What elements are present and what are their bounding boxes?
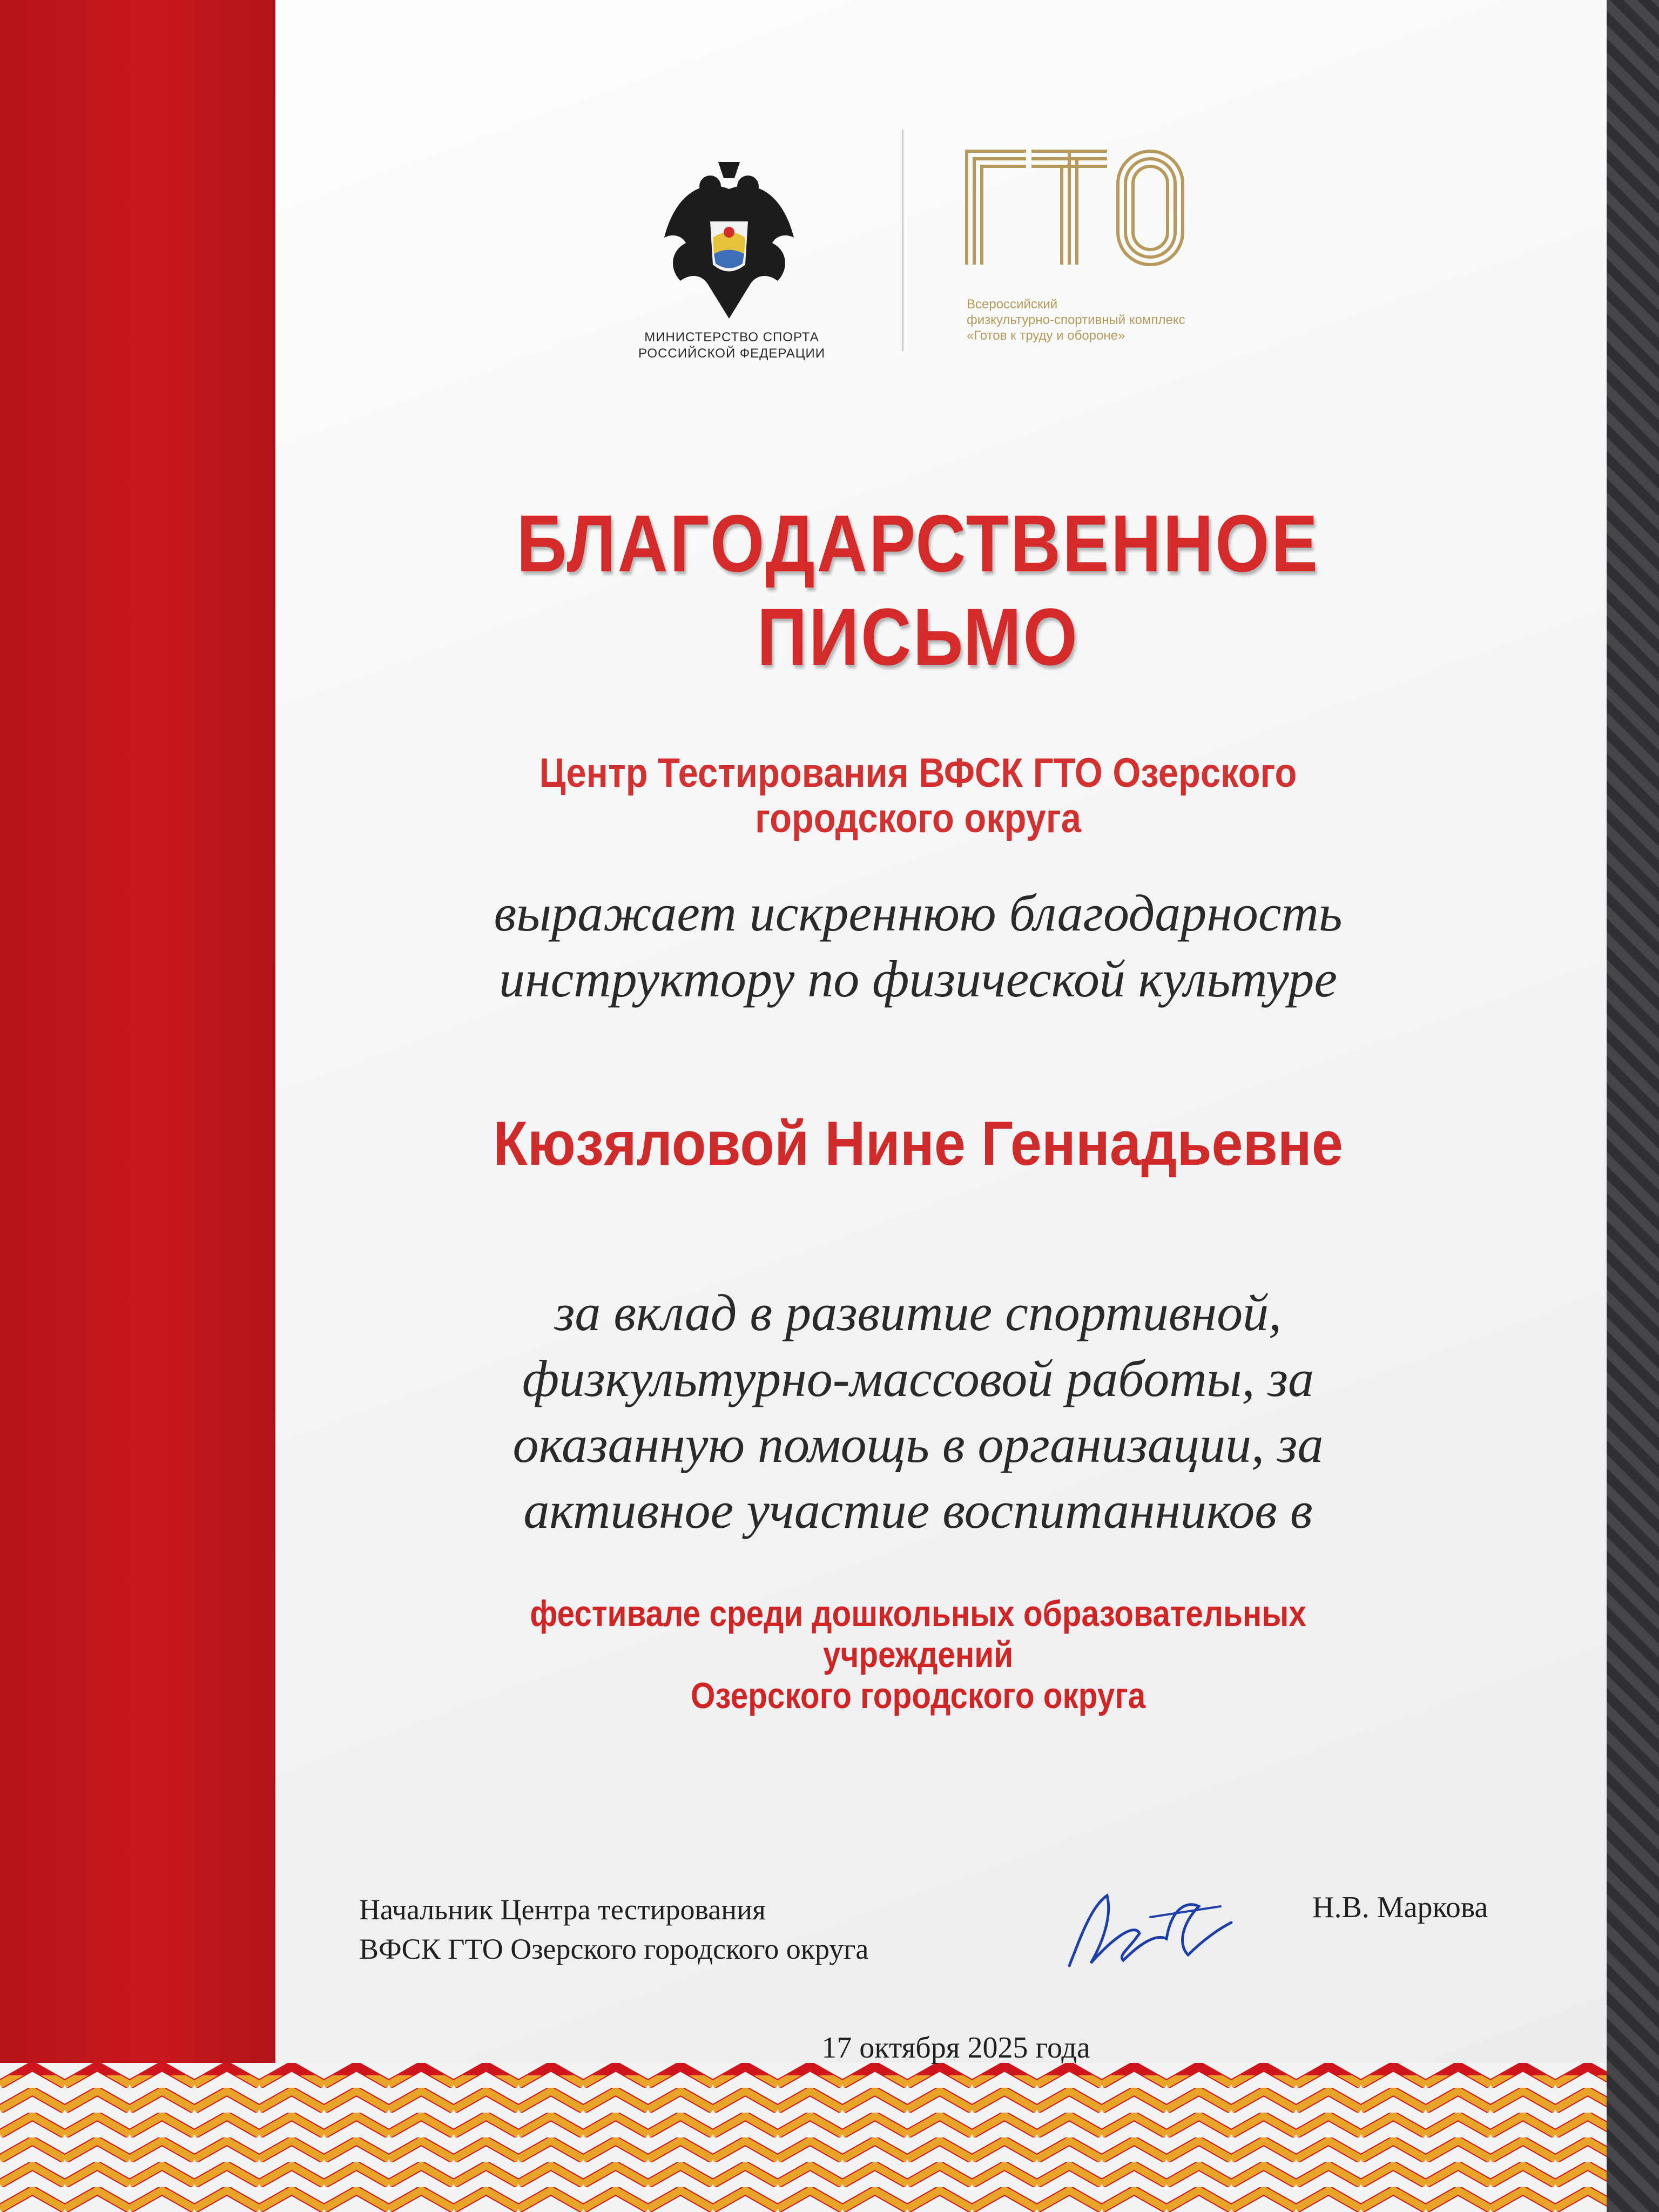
organization-line-2: городского округа bbox=[755, 795, 1081, 841]
letter-title: БЛАГОДАРСТВЕННОЕ ПИСЬМО bbox=[516, 498, 1320, 682]
reason-line-4: активное участие воспитанников в bbox=[523, 1481, 1313, 1539]
reason-text bbox=[324, 1280, 1512, 1543]
reason-line-3: оказанную помощь в организации, за bbox=[512, 1415, 1324, 1473]
gratitude-line-1: выражает искреннюю благодарность bbox=[494, 884, 1343, 942]
reason-line-1: за вклад в развитие спортивной, bbox=[554, 1284, 1282, 1341]
double-headed-eagle-emblem-icon bbox=[653, 157, 805, 329]
letter-date: 17 октября 2025 года bbox=[821, 2031, 1090, 2065]
organization-name bbox=[443, 751, 1393, 841]
reason-line-2: физкультурно-массовой работы, за bbox=[522, 1349, 1314, 1407]
recipient-name: Кюзяловой Нине Геннадьевне bbox=[493, 1108, 1343, 1178]
gto-caption bbox=[967, 297, 1269, 343]
handwritten-signature bbox=[1058, 1874, 1237, 1982]
organization-line-1: Центр Тестирования ВФСК ГТО Озерского bbox=[539, 750, 1297, 796]
signatory-position-line-2: ВФСК ГТО Озерского городского округа bbox=[359, 1932, 869, 1965]
gto-caption-line-2: физкультурно-спортивный комплекс bbox=[967, 312, 1185, 327]
signatory-position-line-1: Начальник Центра тестирования bbox=[359, 1893, 766, 1926]
header-logos bbox=[621, 124, 1269, 362]
event-name bbox=[430, 1593, 1406, 1716]
ministry-name-line-2: РОССИЙСКОЙ ФЕДЕРАЦИИ bbox=[638, 346, 826, 361]
ministry-name-line-1: МИНИСТЕРСТВО СПОРТА bbox=[644, 330, 819, 345]
event-line-2: Озерского городского округа bbox=[690, 1675, 1146, 1717]
event-line-1: фестивале среди дошкольных образовательных учреждений bbox=[530, 1593, 1306, 1676]
gto-caption-line-1: Всероссийский bbox=[967, 297, 1058, 312]
signatory-position bbox=[359, 1890, 868, 1969]
left-red-stripe bbox=[0, 0, 275, 2212]
gto-logo bbox=[961, 146, 1188, 270]
chevron-border bbox=[0, 2063, 1607, 2212]
gratitude-text bbox=[324, 880, 1512, 1012]
ministry-name bbox=[621, 329, 842, 362]
gto-caption-line-3: «Готов к труду и обороне» bbox=[967, 328, 1125, 343]
header-divider bbox=[902, 130, 903, 351]
gratitude-line-2: инструктору по физической культуре bbox=[499, 949, 1337, 1008]
signer-name: Н.В. Маркова bbox=[1312, 1891, 1488, 1924]
